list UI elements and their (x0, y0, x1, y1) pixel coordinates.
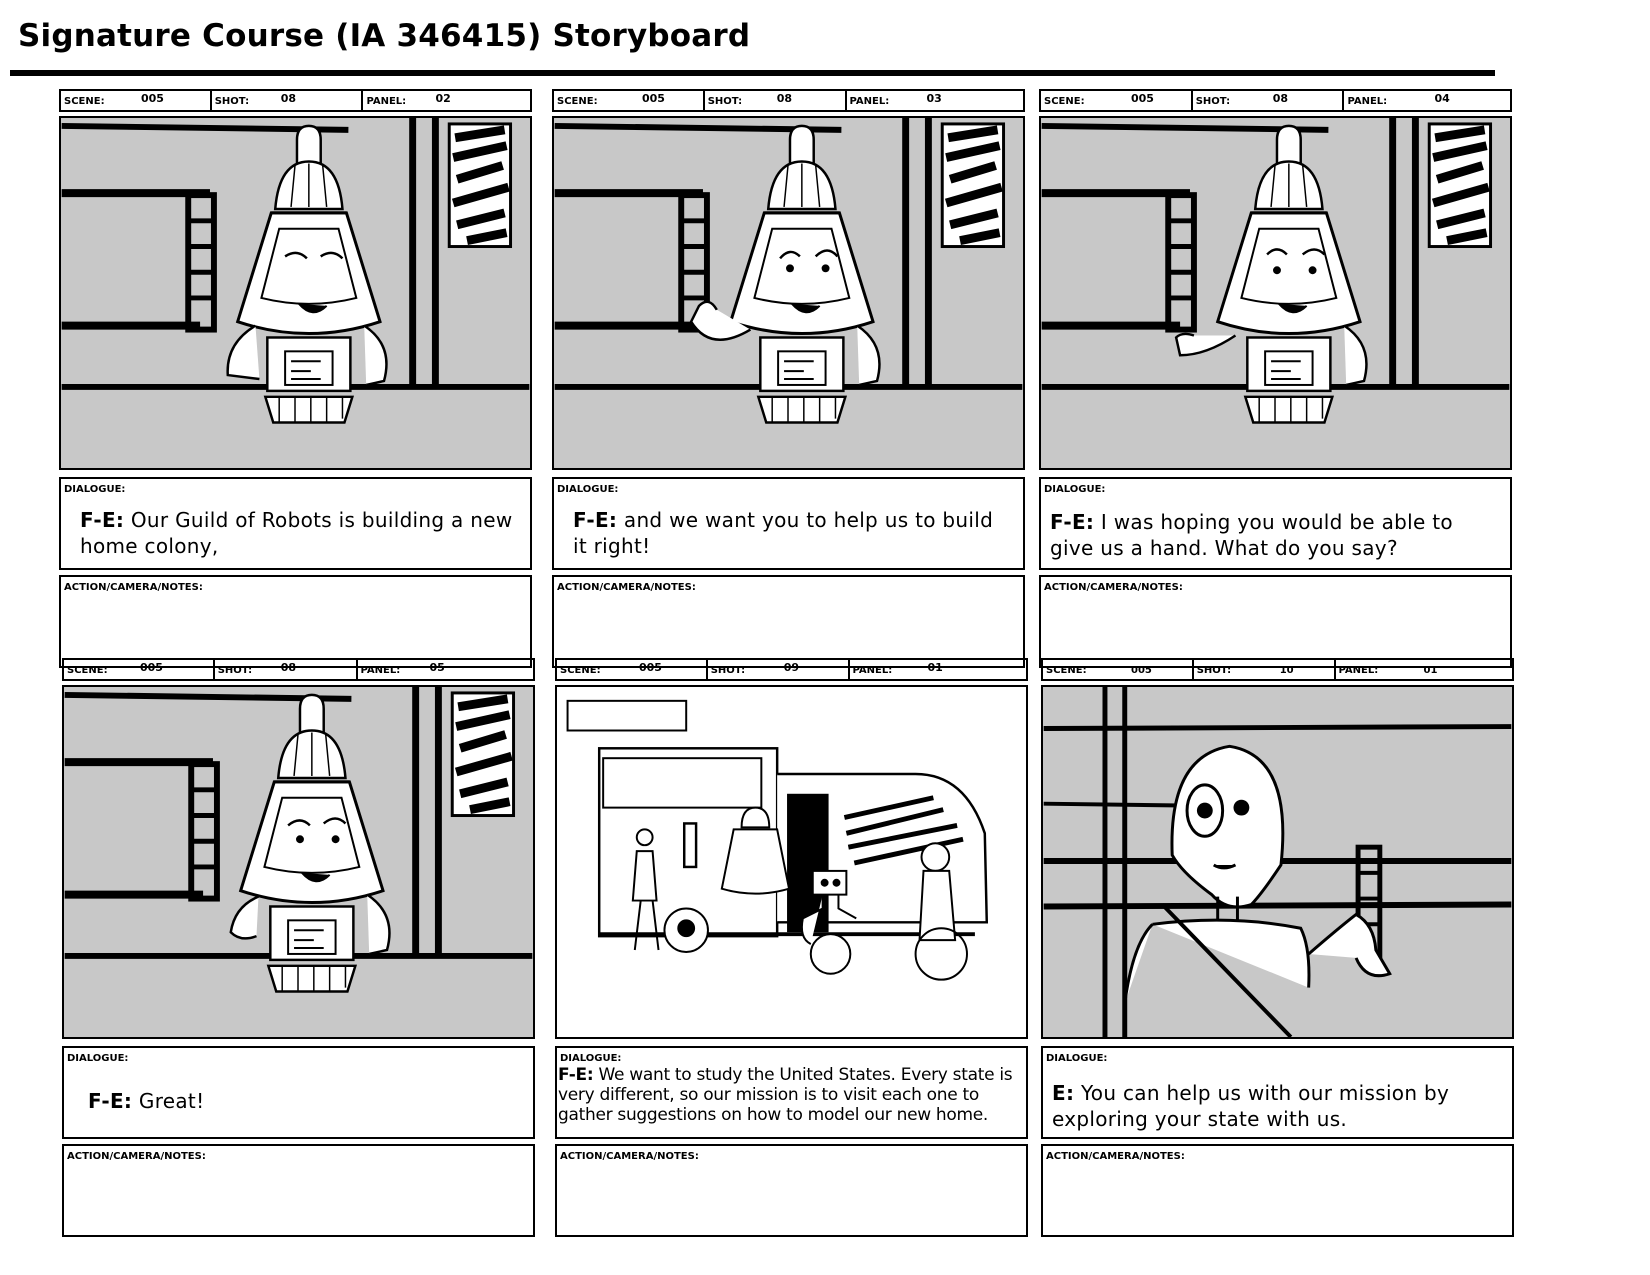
scene-cell (61, 91, 212, 110)
panel-value: 04 (1434, 92, 1450, 105)
panel-header (555, 658, 1028, 681)
shot-value: 09 (783, 661, 800, 674)
scene-value: 005 (1131, 92, 1154, 105)
panel-cell (1336, 660, 1512, 679)
panel-value: 01 (927, 661, 943, 674)
panel-cell (363, 91, 530, 110)
dialogue-text (80, 507, 516, 559)
panel-label: PANEL: (360, 665, 401, 676)
scene-label: SCENE: (1044, 96, 1085, 107)
notes-label: ACTION/CAMERA/NOTES: (560, 1151, 699, 1162)
shot-label: SHOT: (1195, 96, 1231, 107)
dialogue-label: DIALOGUE: (560, 1053, 622, 1064)
dialogue-label: DIALOGUE: (67, 1053, 129, 1064)
storyboard-drawing (59, 116, 532, 470)
speaker-name: F-E: (1050, 510, 1095, 534)
notes-box (1039, 575, 1512, 668)
shot-label: SHOT: (214, 96, 250, 107)
scene-label: SCENE: (67, 665, 108, 676)
shot-cell (212, 91, 364, 110)
scene-cell (64, 660, 215, 679)
scene-value: 005 (639, 661, 662, 674)
notes-label: ACTION/CAMERA/NOTES: (67, 1151, 206, 1162)
shot-value: 08 (776, 92, 793, 105)
panel-cell (1344, 91, 1510, 110)
notes-box (552, 575, 1025, 668)
panel-cell (850, 660, 1026, 679)
scene-label: SCENE: (557, 96, 598, 107)
dialogue-box (1041, 1046, 1514, 1139)
speaker-name: F-E: (80, 508, 125, 532)
dialogue-line: We want to study the United States. Every state is very different, so our mission is to visit each one to gather suggestions on how to model our new home. (558, 1065, 1013, 1125)
scene-label: SCENE: (560, 665, 601, 676)
panel-label: PANEL: (849, 96, 890, 107)
panel-header (59, 89, 532, 112)
notes-box (62, 1144, 535, 1237)
shot-cell (1194, 660, 1336, 679)
dialogue-text (573, 507, 1009, 559)
dialogue-line: Great! (138, 1089, 205, 1113)
scene-value: 005 (141, 92, 164, 105)
dialogue-box (555, 1046, 1028, 1139)
shot-label: SHOT: (1196, 665, 1232, 676)
dialogue-line: Our Guild of Robots is building a new home colony, (80, 508, 513, 558)
robot-room-sketch (554, 118, 1023, 468)
panel-header (62, 658, 535, 681)
scene-cell (554, 91, 705, 110)
notes-label: ACTION/CAMERA/NOTES: (557, 582, 696, 593)
robot-room-sketch (64, 687, 533, 1037)
panel-cell (847, 91, 1023, 110)
panel-value: 02 (435, 92, 451, 105)
shot-value: 08 (280, 661, 297, 674)
scene-cell (1043, 660, 1194, 679)
shot-label: SHOT: (710, 665, 746, 676)
storyboard-drawing (555, 685, 1028, 1039)
notes-label: ACTION/CAMERA/NOTES: (1046, 1151, 1185, 1162)
shot-value: 08 (280, 92, 297, 105)
speaker-name: F-E: (573, 508, 618, 532)
panel-label: PANEL: (1338, 665, 1379, 676)
page-title: Signature Course (IA 346415) Storyboard (18, 18, 751, 54)
storyboard-drawing (1041, 685, 1514, 1039)
panel-label: PANEL: (366, 96, 407, 107)
dialogue-text (558, 1065, 1022, 1125)
notes-box (59, 575, 532, 668)
scene-value: 005 (1131, 665, 1152, 676)
scene-cell (1041, 91, 1193, 110)
panel-cell (358, 660, 533, 679)
speaker-name: E: (1052, 1081, 1075, 1105)
shot-label: SHOT: (217, 665, 253, 676)
notes-box (555, 1144, 1028, 1237)
shot-value: 10 (1279, 665, 1294, 676)
dialogue-line: I was hoping you would be able to give us a hand. What do you say? (1050, 510, 1453, 560)
dialogue-text (1050, 509, 1496, 561)
robot-room-sketch (61, 118, 530, 468)
scene-value: 005 (140, 661, 163, 674)
notes-box (1041, 1144, 1514, 1237)
shot-cell (705, 91, 847, 110)
robot-room-sketch (1041, 118, 1510, 468)
shot-cell (1193, 91, 1345, 110)
shot-value: 08 (1272, 92, 1289, 105)
panel-label: PANEL: (1347, 96, 1388, 107)
dialogue-text (1052, 1080, 1498, 1132)
dialogue-box (62, 1046, 535, 1139)
scene-label: SCENE: (64, 96, 105, 107)
scene-label: SCENE: (1046, 665, 1087, 676)
title-rule (10, 70, 1495, 76)
notes-label: ACTION/CAMERA/NOTES: (64, 582, 203, 593)
dialogue-line: and we want you to help us to build it right! (573, 508, 994, 558)
dialogue-box (59, 477, 532, 570)
dialogue-box (552, 477, 1025, 570)
dialogue-label: DIALOGUE: (557, 484, 619, 495)
storyboard-drawing (552, 116, 1025, 470)
storyboard-drawing (62, 685, 535, 1039)
dialogue-box (1039, 477, 1512, 570)
dialogue-label: DIALOGUE: (1044, 484, 1106, 495)
shot-cell (215, 660, 358, 679)
shot-cell (708, 660, 850, 679)
speaker-name: F-E: (88, 1089, 133, 1113)
storyboard-drawing (1039, 116, 1512, 470)
panel-header (1041, 658, 1514, 681)
dialogue-label: DIALOGUE: (64, 484, 126, 495)
robot-closeup-sketch (1043, 687, 1512, 1037)
panel-header (1039, 89, 1512, 112)
panel-value: 01 (1423, 665, 1438, 676)
dialogue-text (88, 1088, 519, 1114)
panel-header (552, 89, 1025, 112)
robot-group-trailer-sketch (557, 687, 1026, 1037)
scene-cell (557, 660, 708, 679)
shot-label: SHOT: (707, 96, 743, 107)
panel-value: 05 (429, 661, 445, 674)
panel-label: PANEL: (852, 665, 893, 676)
panel-value: 03 (926, 92, 942, 105)
dialogue-line: You can help us with our mission by exploring your state with us. (1052, 1081, 1450, 1131)
notes-label: ACTION/CAMERA/NOTES: (1044, 582, 1183, 593)
dialogue-label: DIALOGUE: (1046, 1053, 1108, 1064)
scene-value: 005 (642, 92, 665, 105)
speaker-name: F-E: (558, 1065, 594, 1085)
